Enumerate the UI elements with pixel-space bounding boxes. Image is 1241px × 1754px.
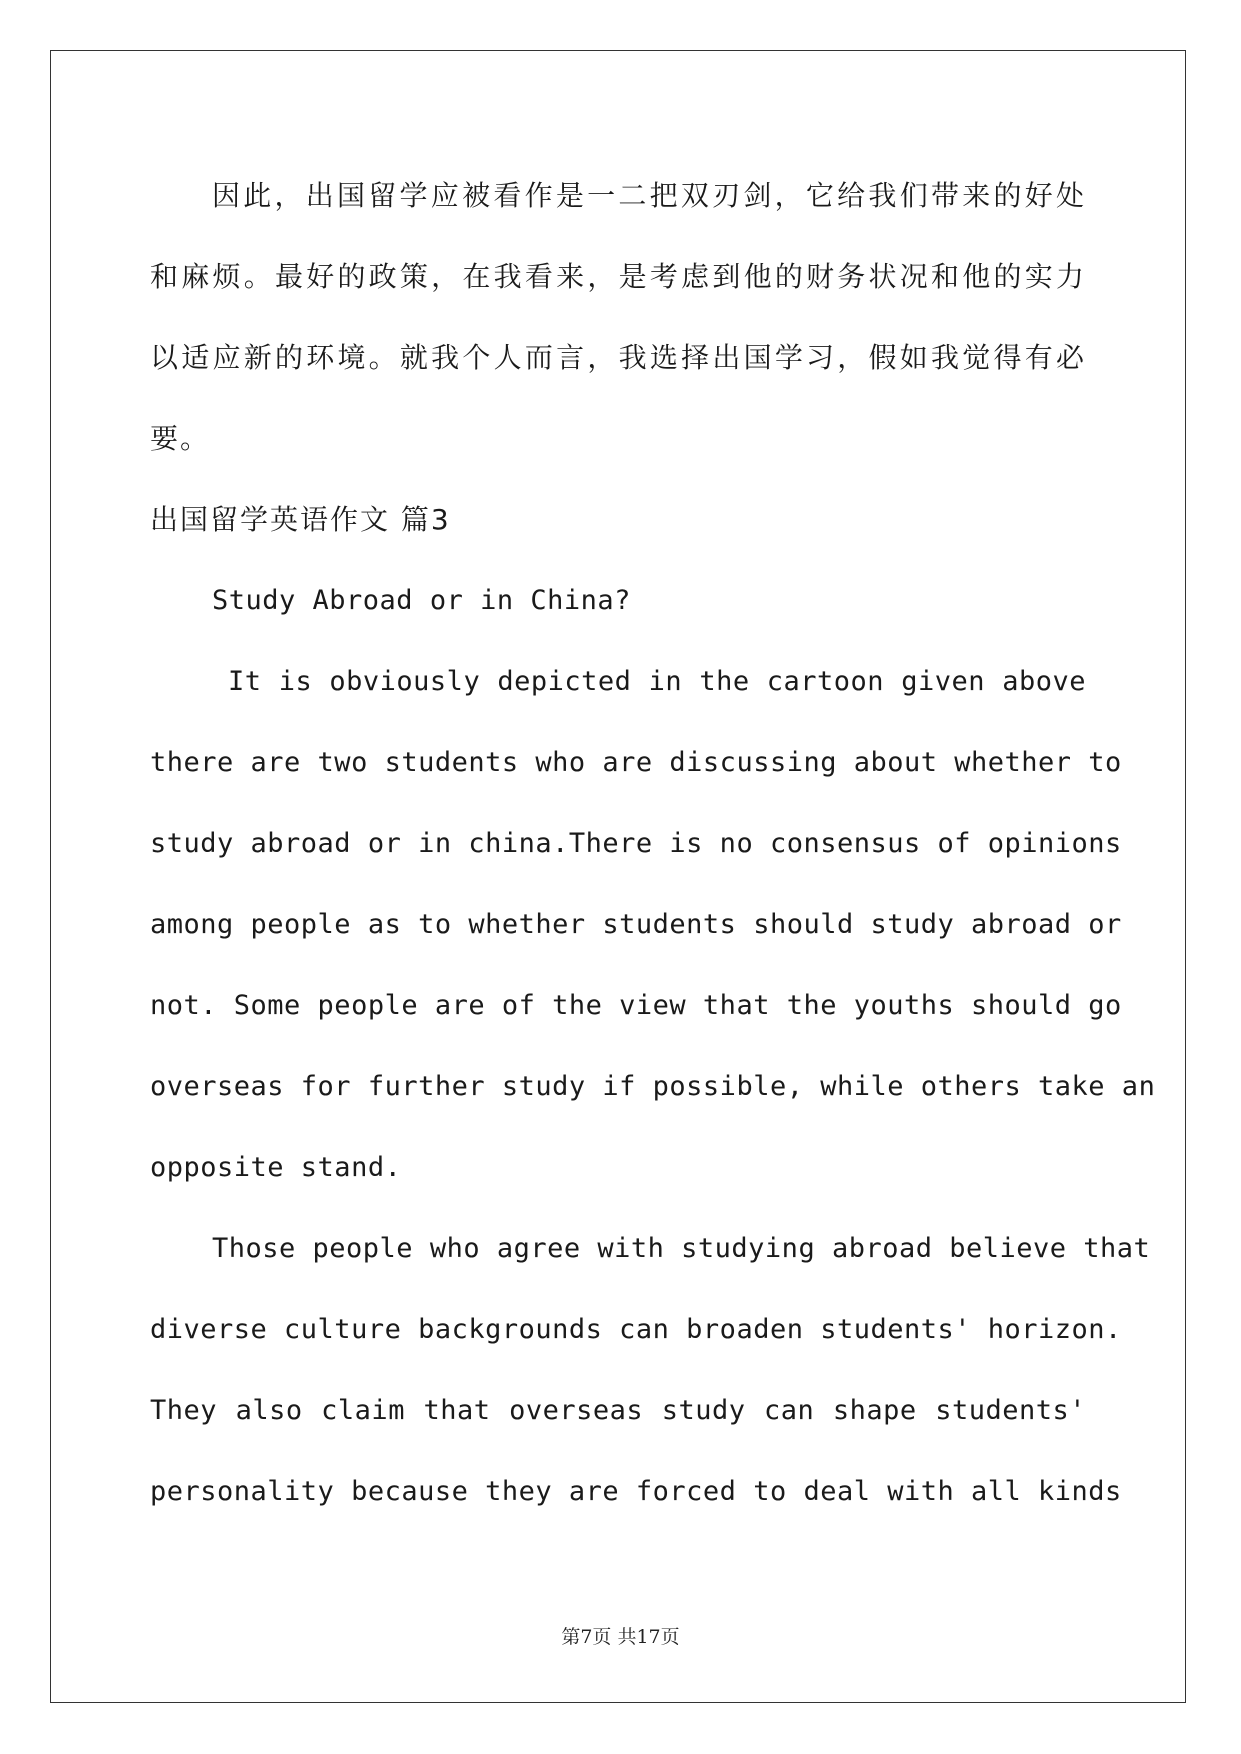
paragraph-line: among people as to whether students should study abroad or [150,909,1122,940]
paragraph-line: not. Some people are of the view that the youths should go [150,990,1122,1021]
essay-title: Study Abroad or in China? [212,585,631,616]
paragraph-line: there are two students who are discussing about whether to [150,747,1122,778]
paragraph-zh-line: 因此，出国留学应被看作是一二把双刃剑，它给我们带来的好处 [212,179,1086,212]
section-heading: 出国留学英语作文 篇3 [150,503,451,536]
paragraph-line: They also claim that overseas study can shape students' [150,1395,1086,1426]
paragraph-line: Those people who agree with studying abroad believe that [212,1233,1151,1264]
paragraph-line: study abroad or in china.There is no consensus of opinions [150,828,1122,859]
document-body [150,155,1156,1532]
paragraph-zh-line: 以适应新的环境。就我个人而言，我选择出国学习，假如我觉得有必 [150,341,1086,374]
page-number-footer: 第7页 共17页 [561,1626,680,1648]
paragraph-zh-line: 和麻烦。最好的政策，在我看来，是考虑到他的财务状况和他的实力 [150,260,1086,293]
paragraph-line: overseas for further study if possible, while others take an [150,1071,1156,1102]
paragraph-line: diverse culture backgrounds can broaden students' horizon. [150,1314,1122,1345]
paragraph-line: personality because they are forced to deal with all kinds [150,1476,1122,1507]
paragraph-line: opposite stand. [150,1152,402,1183]
paragraph-line: It is obviously depicted in the cartoon given above [228,666,1086,697]
paragraph-zh-line: 要。 [150,422,211,455]
